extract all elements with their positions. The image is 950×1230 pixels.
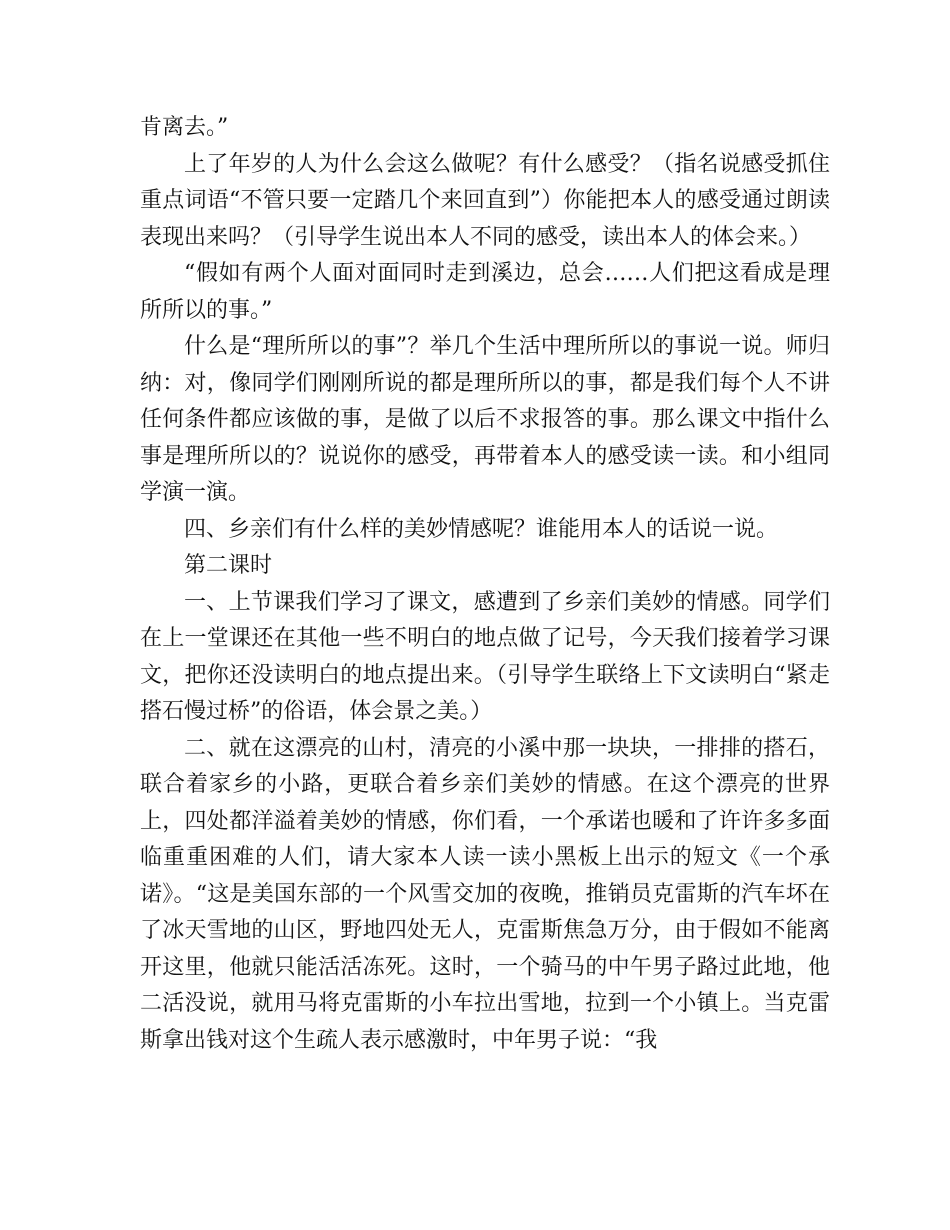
paragraph-5: 四、乡亲们有什么样的美妙情感呢？谁能用本人的话说一说。 bbox=[184, 516, 779, 542]
document-body bbox=[140, 110, 830, 1059]
paragraph-7: 一、上节课我们学习了课文，感遭到了乡亲们美妙的情感。同学们在上一堂课还在其他一些不明白的地点做了记号，今天我们接着学习课文，把你还没读明白的地点提出来。（引导学生联络上下文读明白“紧走搭石慢过桥”的俗语，体会景之美。） bbox=[140, 589, 830, 724]
paragraph-2: 上了年岁的人为什么会这么做呢？有什么感受？（指名说感受抓住重点词语“不管只要一定踏几个来回直到”）你能把本人的感受通过朗读表现出来吗？（引导学生说出本人不同的感受，读出本人的体会来。） bbox=[140, 151, 830, 250]
paragraph-8: 二、就在这漂亮的山村，清亮的小溪中那一块块，一排排的搭石，联合着家乡的小路，更联合着乡亲们美妙的情感。在这个漂亮的世界上，四处都洋溢着美妙的情感，你们看，一个承诺也暖和了许许多多面临重重困难的人们，请大家本人读一读小黑板上出示的短文《一个承诺》。“这是美国东部的一个风雪交加的夜晚，推销员克雷斯的汽车坏在了冰天雪地的山区，野地四处无人，克雷斯焦急万分，由于假如不能离开这里，他就只能活活冻死。这时，一个骑马的中午男子路过此地，他二活没说，就用马将克雷斯的小车拉出雪地，拉到一个小镇上。当克雷斯拿出钱对这个生疏人表示感激时，中年男子说：“我 bbox=[140, 735, 830, 1053]
section-heading: 第二课时 bbox=[184, 553, 273, 578]
paragraph-1: 肯离去。” bbox=[140, 115, 229, 140]
paragraph-3: “假如有两个人面对面同时走到溪边，总会……人们把这看成是理所所以的事。” bbox=[140, 261, 830, 323]
paragraph-4: 什么是“理所所以的事”？举几个生活中理所所以的事说一说。师归纳：对，像同学们刚刚所说的都是理所所以的事，都是我们每个人不讲任何条件都应该做的事，是做了以后不求报答的事。那么课文中指什么事是理所所以的？说说你的感受，再带着本人的感受读一读。和小组同学演一演。 bbox=[140, 334, 830, 505]
